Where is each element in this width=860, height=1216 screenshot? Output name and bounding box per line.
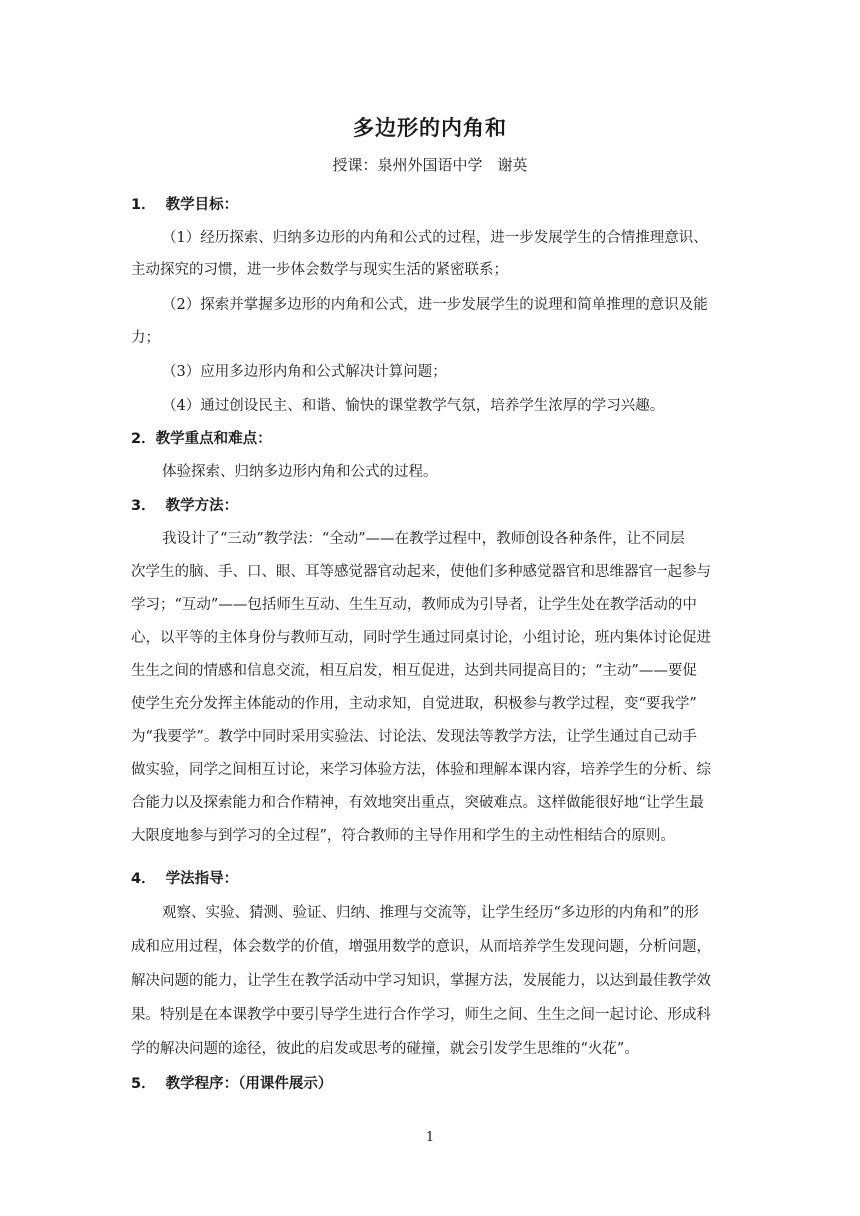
section-heading: 1． 教学目标： <box>131 197 239 213</box>
paragraph-line: 体验探索、归纳多边形内角和公式的过程。 <box>162 464 438 480</box>
paragraph-line: 大限度地参与到学习的全过程”，符合教师的主导作用和学生的主动性相结合的原则。 <box>131 828 675 844</box>
paragraph-line: 使学生充分发挥主体能动的作用，主动求知，自觉进取，积极参与教学过程，变“要我学” <box>131 696 697 712</box>
section-heading: 4． 学法指导： <box>131 871 239 887</box>
paragraph-line: 生生之间的情感和信息交流，相互启发，相互促进，达到共同提高目的；“主动”——要促 <box>131 663 697 679</box>
paragraph-line: 主动探究的习惯，进一步体会数学与现实生活的紧密联系； <box>131 262 508 278</box>
paragraph-line: 学的解决问题的途径，彼此的启发或思考的碰撞，就会引发学生思维的“火花”。 <box>131 1041 639 1057</box>
section-heading: 5． 教学程序：（用课件展示） <box>131 1076 333 1092</box>
paragraph-line: （3）应用多边形内角和公式解决计算问题； <box>162 364 447 380</box>
page-number: 1 <box>425 1130 435 1145</box>
paragraph-line: 成和应用过程，体会数学的价值，增强用数学的意识，从而培养学生发现问题，分析问题， <box>131 939 711 955</box>
document-title: 多边形的内角和 <box>353 116 507 140</box>
paragraph-line: 学习；“互动”——包括师生互动、生生互动，教师成为引导者，让学生处在教学活动的中 <box>131 597 697 613</box>
paragraph-line: 次学生的脑、手、口、眼、耳等感觉器官动起来，使他们多种感觉器官和思维器官一起参与 <box>131 564 711 580</box>
paragraph-line: 力； <box>131 330 160 346</box>
paragraph-line: 心，以平等的主体身份与教师互动，同时学生通过同桌讨论，小组讨论，班内集体讨论促进 <box>131 630 711 646</box>
paragraph-line: 我设计了“三动”教学法：“全动”——在教学过程中，教师创设各种条件，让不同层 <box>162 531 685 547</box>
paragraph-line: 做实验，同学之间相互讨论，来学习体验方法，体验和理解本课内容，培养学生的分析、综 <box>131 762 711 778</box>
section-heading: 2．教学重点和难点： <box>131 431 272 447</box>
section-heading: 3． 教学方法： <box>131 498 239 514</box>
paragraph-line: 解决问题的能力，让学生在教学活动中学习知识，掌握方法，发展能力，以达到最佳教学效 <box>131 973 711 989</box>
paragraph-line: 果。特别是在本课教学中要引导学生进行合作学习，师生之间、生生之间一起讨论、形成科 <box>131 1007 711 1023</box>
document-subtitle: 授课：泉州外国语中学 谢英 <box>332 156 528 174</box>
paragraph-line: （1）经历探索、归纳多边形的内角和公式的过程，进一步发展学生的合情推理意识、 <box>162 230 708 246</box>
paragraph-line: 合能力以及探索能力和合作精神，有效地突出重点，突破难点。这样做能很好地“让学生最 <box>131 795 704 811</box>
paragraph-line: 为“我要学”。教学中同时采用实验法、讨论法、发现法等教学方法，让学生通过自己动手 <box>131 729 697 745</box>
paragraph-line: 观察、实验、猜测、验证、归纳、推理与交流等，让学生经历“多边形的内角和”的形 <box>162 905 699 921</box>
paragraph-line: （2）探索并掌握多边形的内角和公式，进一步发展学生的说理和简单推理的意识及能 <box>162 297 708 313</box>
paragraph-line: （4）通过创设民主、和谐、愉快的课堂教学气氛，培养学生浓厚的学习兴趣。 <box>162 398 665 414</box>
